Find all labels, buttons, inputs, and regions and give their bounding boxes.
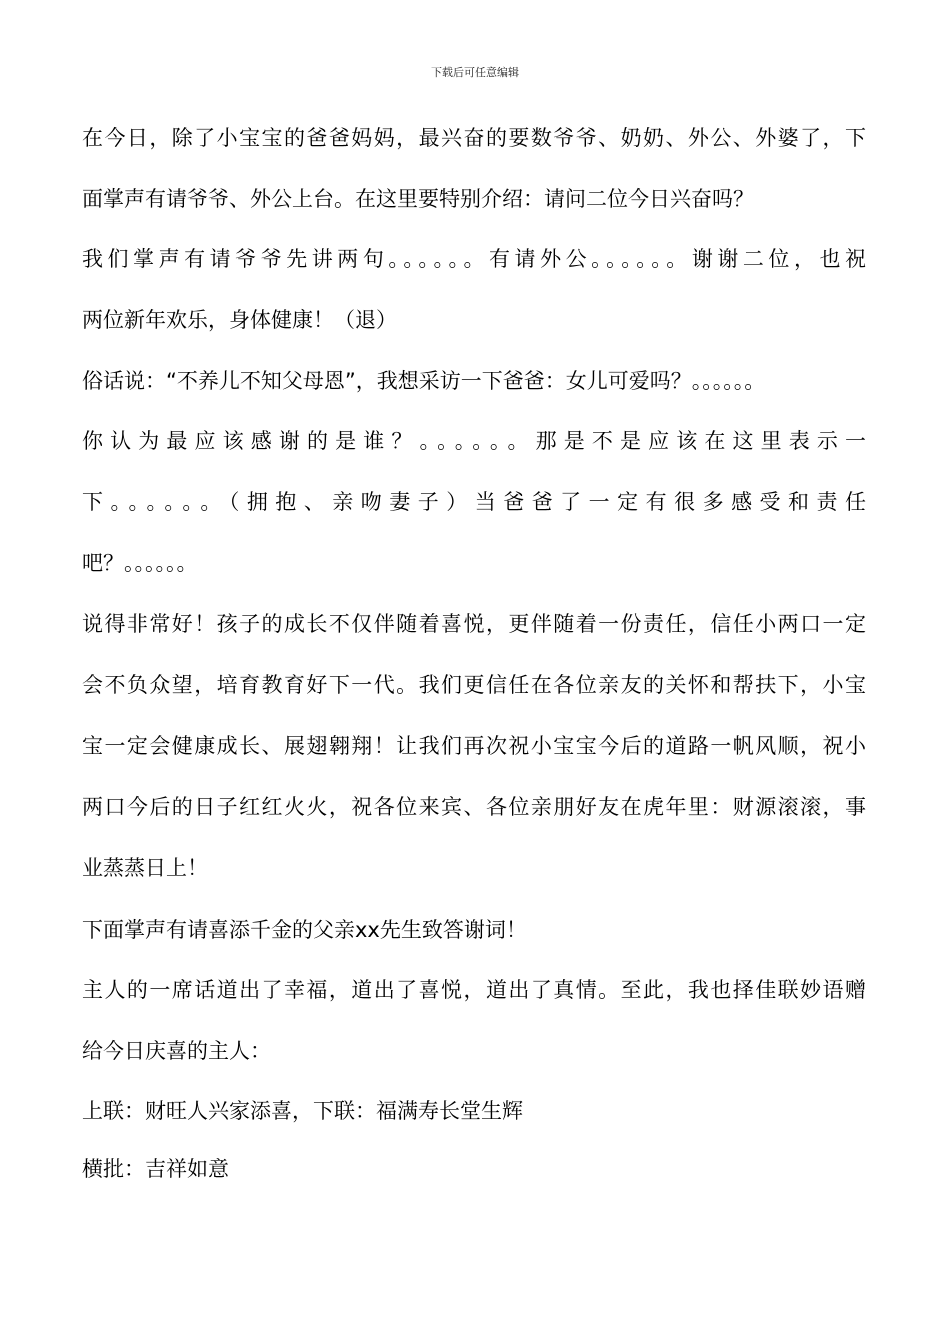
paragraph-line: 会不负众望，培育教育好下一代。我们更信任在各位亲友的关怀和帮扶下，小宝	[82, 673, 866, 697]
paragraph-line: 两位新年欢乐，身体健康！（退）	[82, 308, 397, 332]
paragraph-line: 业蒸蒸日上！	[82, 856, 208, 880]
paragraph-line: 下面掌声有请喜添千金的父亲xx先生致答谢词！	[82, 918, 527, 942]
paragraph-line: 吧？。。。。。。	[82, 551, 198, 575]
page-header: 下载后可任意编辑	[431, 66, 519, 79]
paragraph-line: 上联：财旺人兴家添喜，下联：福满寿长堂生辉	[82, 1099, 523, 1123]
paragraph-line: 面掌声有请爷爷、外公上台。在这里要特别介绍：请问二位今日兴奋吗？	[82, 187, 754, 211]
paragraph-line: 俗话说：“不养儿不知父母恩”，我想采访一下爸爸：女儿可爱吗？。。。。。。	[82, 369, 766, 393]
paragraph-line: 宝一定会健康成长、展翅翱翔！让我们再次祝小宝宝今后的道路一帆风顺，祝小	[82, 734, 866, 758]
paragraph-line: 你认为最应该感谢的是谁？。。。。。。那是不是应该在这里表示一	[82, 429, 866, 453]
paragraph-line: 我们掌声有请爷爷先讲两句。。。。。。有请外公。。。。。。谢谢二位，也祝	[82, 247, 866, 271]
paragraph-line: 说得非常好！孩子的成长不仅伴随着喜悦，更伴随着一份责任，信任小两口一定	[82, 612, 866, 636]
paragraph-line: 给今日庆喜的主人：	[82, 1039, 271, 1063]
paragraph-line: 主人的一席话道出了幸福，道出了喜悦，道出了真情。至此，我也择佳联妙语赠	[82, 978, 866, 1002]
paragraph-line: 两口今后的日子红红火火，祝各位来宾、各位亲朋好友在虎年里：财源滚滚，事	[82, 795, 866, 819]
paragraph-line: 在今日，除了小宝宝的爸爸妈妈，最兴奋的要数爷爷、奶奶、外公、外婆了，下	[82, 126, 866, 150]
paragraph-line: 横批：吉祥如意	[82, 1157, 229, 1181]
paragraph-line: 下。。。。。。（拥抱、亲吻妻子）当爸爸了一定有很多感受和责任	[82, 490, 866, 514]
